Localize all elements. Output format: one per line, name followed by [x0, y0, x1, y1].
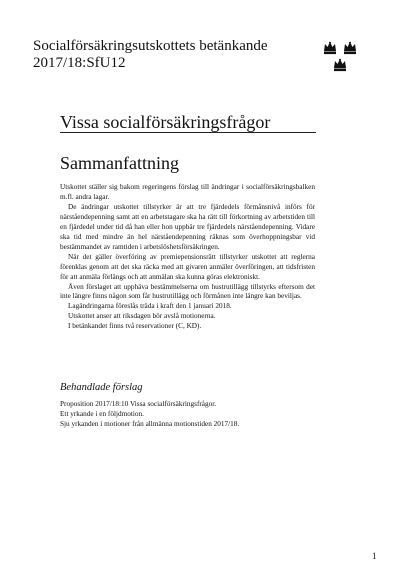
- considered-proposals-list: [60, 400, 315, 430]
- three-crowns-graphic: [322, 40, 362, 74]
- three-crowns-icon: [322, 40, 362, 74]
- summary-paragraph: De ändringar utskottet tillstyrker är att tre fjärdedels förmånsnivå införs för närståendepenning samt att en arbetstagare ska ha rätt till förkortning av arbetstiden till en fjärdedel under tid då han eller hon uppbär tre fjärdedels närståendepenning. Vidare ska tid med mindre än hel närståendepenning räknas som överhoppningsbar vid bestämmandet av ramtiden i arbetslöshetsförsäkringen.: [60, 202, 315, 251]
- considered-item: Sju yrkanden i motioner från allmänna motionstiden 2017/18.: [60, 419, 240, 428]
- section-title: Sammanfattning: [60, 153, 179, 173]
- summary-paragraph: Även förslaget att upphäva bestämmelserna om hustrutillägg tillstyrks eftersom det inte längre finns någon som får hustrutillägg och förmånen inte längre kan beviljas.: [60, 282, 315, 301]
- considered-item: Proposition 2017/18:10 Vissa socialförsäkringsfrågor.: [60, 400, 217, 408]
- summary-paragraph: När det gäller överföring av premiepensionsrätt tillstyrker utskottet att reglerna förenklas genom att det ska räcka med att givaren anmäler överföringen, att tidsfristen för att anmäla förlängs och att anmälan ska kunna göras elektroniskt.: [60, 252, 315, 281]
- summary-paragraph: Utskottet anser att riksdagen bör avslå motionerna.: [68, 312, 216, 321]
- document-title: Vissa socialförsäkringsfrågor: [60, 112, 271, 132]
- committee-name: Socialförsäkringsutskottets betänkande: [33, 38, 268, 54]
- title-divider: [60, 132, 316, 133]
- report-number: 2017/18:SfU12: [33, 55, 126, 71]
- considered-item: Ett yrkande i en följdmotion.: [60, 409, 144, 418]
- summary-text: [60, 183, 315, 332]
- summary-paragraph: Utskottet ställer sig bakom regeringens förslag till ändringar i socialförsäkringsbalken m.fl. andra lagar.: [60, 183, 315, 201]
- summary-paragraph: Lagändringarna föreslås träda i kraft den 1 januari 2018.: [68, 302, 232, 311]
- page-number: 1: [372, 551, 377, 561]
- report-header: [33, 38, 333, 72]
- summary-paragraph: I betänkandet finns två reservationer (C, KD).: [68, 322, 202, 331]
- considered-proposals-heading: Behandlade förslag: [60, 382, 143, 393]
